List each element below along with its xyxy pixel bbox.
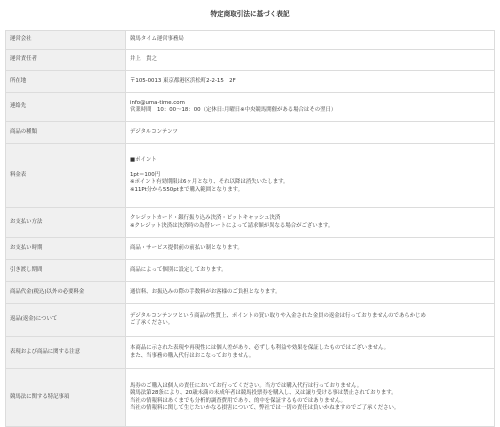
table-row	[6, 282, 495, 304]
row-label-manager: 運営責任者	[6, 50, 126, 71]
row-value-horse-racing-law	[126, 369, 495, 427]
row-label-contact: 連絡先	[6, 93, 126, 122]
row-label-company: 運営会社	[6, 31, 126, 50]
table-row	[6, 93, 495, 122]
refund-policy-line2: ご了承ください。	[130, 320, 174, 326]
manager-name: 井上 貴之	[130, 56, 157, 63]
row-value-manager	[126, 50, 495, 71]
table-row	[6, 304, 495, 337]
price-rate: 1pt＝100円	[130, 171, 161, 178]
row-label-expression-notice: 表現および商品に関する注意	[6, 337, 126, 369]
row-value-refund	[126, 304, 495, 337]
row-label-delivery: 引き渡し期間	[6, 260, 126, 282]
expression-notice-line2: また、当事務の購入代行はおこなっておりません。	[130, 352, 255, 359]
row-label-refund: 返品(返金)について	[6, 304, 126, 337]
table-row	[6, 71, 495, 93]
product-type: デジタルコンテンツ	[130, 128, 178, 135]
racing-law-line1: 馬券のご購入は個人の責任においてお行ってください。当方では購入代行は行っておりません。	[130, 382, 363, 389]
row-value-address	[126, 71, 495, 93]
racing-law-line3: 当社の情報料はあくまでも分析的調査費用であり、的中を保証するものではありません。	[130, 397, 346, 404]
legal-notice-table	[5, 30, 495, 427]
price-heading: ■ポイント	[130, 156, 157, 163]
row-label-address: 所在地	[6, 71, 126, 93]
row-label-product-type: 商品の種類	[6, 122, 126, 144]
table-row	[6, 337, 495, 369]
company-name: 競馬タイム運営事務局	[130, 36, 184, 43]
payment-note: ※クレジット決済は決済時の為替レートによって請求額が異なる場合がございます。	[130, 222, 334, 229]
table-row	[6, 238, 495, 260]
table-row	[6, 144, 495, 208]
table-row	[6, 208, 495, 238]
extra-fees: 通信料、お振込みの際の手数料がお客様のご負担となります。	[130, 288, 281, 295]
table-row	[6, 122, 495, 144]
racing-law-line2: 競馬法第28条により、20歳未満の未成年者は競馬投票券を購入し、又は譲り受ける事は禁止されております。	[130, 390, 397, 396]
expression-notice-line1: 本商品に示された表現や再現性には個人差があり、必ずしも利益や効果を保証したものではございません。	[130, 345, 390, 351]
row-value-payment-method	[126, 208, 495, 238]
payment-timing: 商品・サービス提供前の前払い制となります。	[130, 244, 243, 251]
row-label-payment-method: お支払い方法	[6, 208, 126, 238]
table-row	[6, 260, 495, 282]
price-note-expiry: ※ポイント有効期限は6ヶ月となり、それ以降は消失いたします。	[130, 179, 289, 186]
row-value-payment-timing	[126, 238, 495, 260]
page-title: 特定商取引法に基づく表記	[210, 10, 290, 18]
price-blank-line	[130, 164, 494, 172]
address-text: 〒105-0013 東京都港区浜松町2-2-15 2F	[130, 77, 236, 84]
row-value-delivery	[126, 260, 495, 282]
row-value-price-list	[126, 144, 495, 208]
table-row	[6, 369, 495, 427]
row-label-horse-racing-law: 競馬法に関する特記事項	[6, 369, 126, 427]
row-value-contact	[126, 93, 495, 122]
business-hours: 営業時間 10：00～18：00（定休日:月曜日※中央競馬開催がある場合はその翌日）	[130, 107, 337, 113]
delivery-period: 商品によって個別に設定しております。	[130, 266, 227, 273]
row-value-extra-fees	[126, 282, 495, 304]
table-row	[6, 50, 495, 71]
row-label-price-list: 料金表	[6, 144, 126, 208]
row-value-company	[126, 31, 495, 50]
refund-policy-line1: デジタルコンテンツという商品の性質上、ポイントの買い取りや入金された金員の返金は行っておりませんのであらかじめ	[130, 312, 426, 319]
price-note-range: ※11Pt分から550ptまで購入範囲となります。	[130, 186, 243, 193]
racing-law-line4: 当社の情報料に関して生じたいかなる損害について、弊社では一切の責任は負いかねますのでご了承ください。	[130, 405, 400, 411]
row-label-extra-fees: 商品代金(税込)以外の必要料金	[6, 282, 126, 304]
payment-methods: クレジットカード・銀行振り込み決済・ビットキャッシュ決済	[130, 215, 281, 221]
contact-email: info@uma-time.com	[130, 99, 185, 106]
row-value-product-type	[126, 122, 495, 144]
row-label-payment-timing: お支払い時期	[6, 238, 126, 260]
table-row	[6, 31, 495, 50]
row-value-expression-notice	[126, 337, 495, 369]
